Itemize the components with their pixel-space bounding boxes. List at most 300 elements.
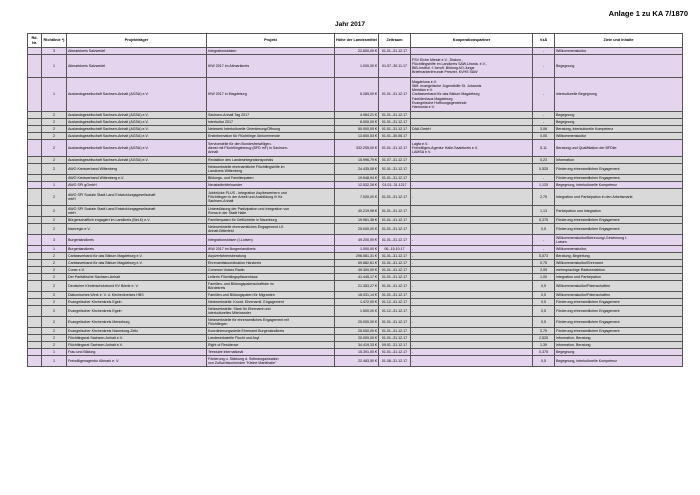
cell-landesmittel: 16.031,14 € — [335, 292, 379, 299]
cell-projekttraeger: Altmarkkreis Salzwedel — [67, 55, 207, 78]
cell-zeitraum: 01.01.-31.12.17 — [379, 235, 411, 246]
table-row — [28, 119, 683, 126]
cell-zeitraum: 01.01.-31.12.17 — [379, 175, 411, 182]
cell-nr — [28, 281, 42, 292]
cell-ziele: Begegnung — [555, 55, 683, 78]
cell-zeitraum: 01.01.-31.12.17 — [379, 260, 411, 267]
cell-vza: 1,00 — [533, 274, 555, 281]
cell-kooperationspartner: DAA GmbH — [411, 126, 533, 133]
table-row — [28, 335, 683, 342]
column-header-richtlinie: Richtlinie *) — [42, 34, 67, 48]
cell-richtlinie: 2 — [42, 274, 67, 281]
cell-ziele: Willkommenskultur/Patenschaften — [555, 281, 683, 292]
cell-landesmittel: 49.300,00 € — [335, 267, 379, 274]
cell-projekttraeger: Evangelischer Kirchenkreis Egeln — [67, 299, 207, 306]
cell-projekttraeger: Frau und Bildung — [67, 349, 207, 356]
annex-reference: Anlage 1 zu KA 7/1870 — [608, 9, 688, 18]
cell-projekt: Netzwerkstelle ehrenamtliches Engagement LK Anhalt-Bitterfeld — [207, 224, 335, 235]
cell-landesmittel: 22.483,50 € — [335, 356, 379, 367]
cell-landesmittel: 49.200,00 € — [335, 235, 379, 246]
cell-vza: 0,375 — [533, 349, 555, 356]
cell-richtlinie: 2 — [42, 133, 67, 140]
table-row — [28, 274, 683, 281]
cell-projekt: Unterstützung der Partizipation und Integration von Roma in der Stadt Halle — [207, 206, 335, 217]
column-header-kooperationspartner: Kooperationspartner — [411, 34, 533, 48]
cell-projekt: Redaktion des Landesintegrationsportals — [207, 157, 335, 164]
cell-landesmittel: 22.800,00 € — [335, 48, 379, 55]
cell-projekt: Teestube international — [207, 349, 335, 356]
cell-kooperationspartner: - — [411, 175, 533, 182]
cell-richtlinie: 2 — [42, 189, 67, 206]
cell-projekt: Leiterin Flüchtlingspflauenhaus — [207, 274, 335, 281]
cell-landesmittel: 7.000,00 € — [335, 189, 379, 206]
column-header-projekttraeger: Projektträger — [67, 34, 207, 48]
cell-landesmittel: 25.000,00 € — [335, 317, 379, 328]
cell-projekttraeger: Caritasverband für das Bistum Magdeburg e.V. — [67, 260, 207, 267]
cell-projekttraeger: Bürgerschaftlich engagiert im Landkreis (BeLK) e.V. — [67, 217, 207, 224]
cell-zeitraum: 01.01.-31.12.17 — [379, 267, 411, 274]
cell-richtlinie: 2 — [42, 317, 67, 328]
cell-vza: 0,375 — [533, 217, 555, 224]
cell-kooperationspartner: - — [411, 356, 533, 367]
cell-projekttraeger: Freiwilligenagentur Altmark e. V. — [67, 356, 207, 367]
column-header-landesmittel: Höhe der Landesmittel — [335, 34, 379, 48]
cell-kooperationspartner: - — [411, 281, 533, 292]
cell-nr — [28, 189, 42, 206]
cell-ziele: Begegnung, interkulturelle Kompetenz — [555, 182, 683, 189]
cell-zeitraum: 01.01.-30.06.17 — [379, 133, 411, 140]
table-row — [28, 235, 683, 246]
cell-zeitraum: 01.01.-31.12.17 — [379, 253, 411, 260]
cell-kooperationspartner: - — [411, 335, 533, 342]
cell-nr — [28, 126, 42, 133]
cell-vza: 0,5 — [533, 356, 555, 367]
cell-projekt: Integrationslotsen — [207, 48, 335, 55]
cell-ziele: Willkommenskultur — [555, 133, 683, 140]
cell-vza: 0,05 — [533, 133, 555, 140]
cell-ziele: Information, Beratung — [555, 342, 683, 349]
cell-projekt: Koordinierungsstelle Ehrenamt Burgenlandkreis — [207, 328, 335, 335]
cell-vza: - — [533, 78, 555, 112]
cell-landesmittel: 13.600,53 € — [335, 133, 379, 140]
cell-nr — [28, 267, 42, 274]
cell-vza: - — [533, 55, 555, 78]
cell-richtlinie: 1 — [42, 356, 67, 367]
table-row — [28, 182, 683, 189]
cell-nr — [28, 235, 42, 246]
cell-vza: 0,5 — [533, 299, 555, 306]
cell-zeitraum: 01.01.-31.12.17 — [379, 48, 411, 55]
cell-landesmittel: 332.255,00 € — [335, 140, 379, 157]
cell-landesmittel: 34.419,33 € — [335, 342, 379, 349]
cell-projekt: Erstinformation für Flüchtlinge /Ankommende — [207, 133, 335, 140]
cell-kooperationspartner: Lagfa e.V. Freiwilligen-Agentur Halle-Saalekreis e.V. LAMSA e.V. — [411, 140, 533, 157]
cell-vza: 0,5 — [533, 317, 555, 328]
cell-landesmittel: 8.000,00 € — [335, 119, 379, 126]
cell-landesmittel: 19.961,36 € — [335, 217, 379, 224]
cell-richtlinie — [42, 175, 67, 182]
cell-projekttraeger: Evangelischer Kirchenkreis Merseburg — [67, 317, 207, 328]
cell-projekttraeger: Altmarkkreis Salzwedel — [67, 48, 207, 55]
cell-projekt: Bildungs- und Familienpaten — [207, 175, 335, 182]
cell-projekttraeger: AWO SPI gGmbH — [67, 182, 207, 189]
cell-zeitraum: 01.01.-31.12.17 — [379, 224, 411, 235]
cell-projekttraeger: Caritasverband für das Bistum Magdeburg e.V. — [67, 253, 207, 260]
cell-nr — [28, 342, 42, 349]
cell-ziele: Förderung ehrenamtlichen Engagement — [555, 164, 683, 175]
cell-kooperationspartner: - — [411, 189, 533, 206]
table-row — [28, 224, 683, 235]
table-row — [28, 55, 683, 78]
cell-richtlinie: 2 — [42, 140, 67, 157]
cell-projekt: Interkultur 2017 — [207, 119, 335, 126]
cell-projekttraeger: Evangelischer Kirchenkreis Egeln — [67, 306, 207, 317]
cell-ziele: Förderung ehrenamtlichen Engagement, — [555, 175, 683, 182]
cell-nr — [28, 119, 42, 126]
cell-nr — [28, 349, 42, 356]
table-row — [28, 253, 683, 260]
cell-ziele: Förderung ehrenamtlichen Engagement — [555, 224, 683, 235]
cell-vza: 3,06 — [533, 126, 555, 133]
cell-kooperationspartner: - — [411, 253, 533, 260]
cell-projekt: Netzwerkstelle für ehrenamtliches Engagement mit Flüchtlingen — [207, 317, 335, 328]
cell-projekt: Netzwerkstelle: Stark für Ehrenamt und interkulturelles Miteinander — [207, 306, 335, 317]
cell-landesmittel: 21.353,27 € — [335, 281, 379, 292]
cell-projekttraeger: Auslandsgesellschaft Sachsen-Anhalt (AGSA) e.V. — [67, 112, 207, 119]
cell-nr — [28, 140, 42, 157]
cell-projekttraeger: Burgenlandkreis — [67, 246, 207, 253]
cell-ziele: Begegnung — [555, 112, 683, 119]
cell-ziele: Beratung, Begleitung — [555, 253, 683, 260]
cell-landesmittel: 296.081,31 € — [335, 253, 379, 260]
cell-projekt: Förderung u. Stärkung d. Selbstorganisation von Zufluchtsuchenden "Kleine Markthalle" — [207, 356, 335, 367]
column-header-nr: Rd. Nr. — [28, 34, 42, 48]
cell-projekttraeger: AWO Kreisverband Wittenberg e.V. — [67, 175, 207, 182]
cell-zeitraum: 01.01.-31.12.17 — [379, 328, 411, 335]
cell-landesmittel: 1.000,00 € — [335, 55, 379, 78]
cell-projekt: Servicestelle für den Bundesfreiwilligen- dienst mit Flüchtlingsbezug (BFD mF) in Sachsen- Anhalt — [207, 140, 335, 157]
cell-kooperationspartner: - — [411, 299, 533, 306]
cell-projekt: IKW 2017 im Altmarkkreis — [207, 55, 335, 78]
cell-projekttraeger: Auslandsgesellschaft Sachsen-Anhalt (AGSA) e.V. — [67, 119, 207, 126]
cell-ziele: Förderung ehrenamtlichen Engagement — [555, 328, 683, 335]
cell-projekt: Common Voices Radio — [207, 267, 335, 274]
cell-nr — [28, 217, 42, 224]
cell-landesmittel: 4.984,21 € — [335, 112, 379, 119]
cell-projekttraeger: AWO SPI Soziale Stadt Land Entwicklungsgesellschaft mbH — [67, 206, 207, 217]
cell-projekt: Integrationslotsen (I-Lotsen) — [207, 235, 335, 246]
cell-projekt: Familien-und Bildungspaten für Migranten — [207, 292, 335, 299]
cell-richtlinie: 2 — [42, 335, 67, 342]
cell-ziele: Förderung ehrenamtlichen Engagement — [555, 299, 683, 306]
cell-projekt: Netzwerkstelle: Koord. Ehrenamtl. Engagement — [207, 299, 335, 306]
cell-landesmittel: 1.500,00 € — [335, 306, 379, 317]
cell-kooperationspartner: - — [411, 342, 533, 349]
cell-zeitraum: 01.01.-31.12.17 — [379, 335, 411, 342]
cell-projekttraeger: Auslandsgesellschaft Sachsen-Anhalt (AGSA) e.V. — [67, 140, 207, 157]
cell-ziele: Integration und Partizipation in den Arbeitsmarkt — [555, 189, 683, 206]
cell-projekttraeger: Flüchtlingsrat Sachsen-Anhalt e.V. — [67, 335, 207, 342]
cell-zeitraum: 01.01.-31.12.17 — [379, 112, 411, 119]
cell-kooperationspartner: - — [411, 157, 533, 164]
cell-vza: 0,75 — [533, 328, 555, 335]
cell-ziele: Förderung ehrenamtlichen Engagement — [555, 317, 683, 328]
cell-kooperationspartner: FSV Eiche Mieste e.V., Diakon., Flüchtlingshilfe im Landkreis SAW,Urania. e.V., BIB-Institut. f. beruft. Bildung AG,Junge Briefmarkenfreunde Pretzier, KVHS SAW — [411, 55, 533, 78]
cell-projekttraeger: Auslandsgesellschaft Sachsen-Anhalt (AGSA) e.V. — [67, 78, 207, 112]
cell-zeitraum: 01.01.-31.12.17 — [379, 140, 411, 157]
cell-richtlinie: 1 — [42, 78, 67, 112]
cell-richtlinie: 1 — [42, 182, 67, 189]
cell-projekt: Landesinfostelle Flucht und Asyl — [207, 335, 335, 342]
cell-ziele: mehrsprachige Radioredaktion — [555, 267, 683, 274]
cell-landesmittel: 41.445,17 € — [335, 274, 379, 281]
cell-zeitraum: 01.01.-31.12.17 — [379, 78, 411, 112]
cell-richtlinie: 2 — [42, 281, 67, 292]
cell-zeitraum: 01.01.-31.12.17 — [379, 189, 411, 206]
cell-landesmittel: 69.682,61 € — [335, 260, 379, 267]
cell-richtlinie: 2 — [42, 224, 67, 235]
cell-nr — [28, 299, 42, 306]
cell-landesmittel: 20.000,00 € — [335, 335, 379, 342]
cell-zeitraum: 01.01.-31.12.17 — [379, 119, 411, 126]
cell-nr — [28, 157, 42, 164]
column-header-projekt: Projekt — [207, 34, 335, 48]
cell-vza: 0,5 — [533, 306, 555, 317]
cell-richtlinie: 2 — [42, 292, 67, 299]
cell-richtlinie: 3 — [42, 48, 67, 55]
cell-vza: 0,5 — [533, 292, 555, 299]
cell-richtlinie: 2 — [42, 306, 67, 317]
cell-nr — [28, 246, 42, 253]
cell-nr — [28, 112, 42, 119]
cell-projekt: Sachsen-Anhalt Tag 2017 — [207, 112, 335, 119]
table-row — [28, 328, 683, 335]
cell-kooperationspartner: - — [411, 267, 533, 274]
cell-kooperationspartner: - — [411, 292, 533, 299]
table-row — [28, 342, 683, 349]
cell-nr — [28, 182, 42, 189]
table-row — [28, 299, 683, 306]
cell-vza: 0,5 — [533, 224, 555, 235]
cell-landesmittel: 15.391,00 € — [335, 349, 379, 356]
cell-landesmittel: 5.285,00 € — [335, 78, 379, 112]
cell-richtlinie: 2 — [42, 342, 67, 349]
cell-ziele: Begegnung — [555, 349, 683, 356]
cell-projekt: Netzwerkstelle ehrenamtliche Flüchtlingshilfe im Landkreis Wittenberg — [207, 164, 335, 175]
cell-zeitraum: 01.01.-31.12.17 — [379, 317, 411, 328]
cell-richtlinie: 1 — [42, 246, 67, 253]
cell-richtlinie: 2 — [42, 126, 67, 133]
cell-vza: 2,05 — [533, 267, 555, 274]
cell-nr — [28, 164, 42, 175]
cell-nr — [28, 335, 42, 342]
cell-ziele: Förderung ehrenamtlichen Engagement — [555, 217, 683, 224]
cell-kooperationspartner: - — [411, 235, 533, 246]
cell-ziele: interkulturelle Begegnung — [555, 78, 683, 112]
cell-ziele: Information — [555, 157, 683, 164]
cell-zeitraum: 01.01.-31.12.17 — [379, 206, 411, 217]
cell-kooperationspartner: - — [411, 246, 533, 253]
cell-projekt: Familien- und Bildungspatenschaftsbe im Bördekreis — [207, 281, 335, 292]
cell-richtlinie: 2 — [42, 328, 67, 335]
cell-landesmittel: 1.472,00 € — [335, 299, 379, 306]
column-header-vza: VzÄ — [533, 34, 555, 48]
cell-vza: 0,525 — [533, 164, 555, 175]
cell-kooperationspartner: - — [411, 206, 533, 217]
cell-kooperationspartner — [411, 48, 533, 55]
table-row — [28, 281, 683, 292]
cell-zeitraum: 01.07.-31.12.17 — [379, 157, 411, 164]
cell-nr — [28, 328, 42, 335]
cell-projekttraeger: Corax e.V. — [67, 267, 207, 274]
cell-kooperationspartner — [411, 119, 533, 126]
cell-zeitraum: 01.07.-30.11.17 — [379, 55, 411, 78]
cell-richtlinie: 2 — [42, 164, 67, 175]
cell-richtlinie: 2 — [42, 206, 67, 217]
cell-landesmittel: 25.000,00 € — [335, 328, 379, 335]
cell-projekttraeger: AWO SPI Soziale Stadt Land Entwicklungsgesellschaft mbH — [67, 189, 207, 206]
cell-nr — [28, 78, 42, 112]
table-row — [28, 189, 683, 206]
cell-projekt: Ehrenamtskoordination Harzkreis — [207, 260, 335, 267]
cell-ziele: Begegnung — [555, 119, 683, 126]
cell-vza: 0,23 — [533, 157, 555, 164]
cell-nr — [28, 356, 42, 367]
cell-kooperationspartner: Magdeluna e.V. Stift. evangelische Jugendhilfe St. Johannis Meridian e.V. Caritasverband für das Bistum Magdeburg Familienhaus Magdeburg Evangelische Hoffnungsgemeinde Harmonia e.V. — [411, 78, 533, 112]
cell-ziele: Information, Beratung — [555, 335, 683, 342]
cell-projekttraeger: Auslandsgesellschaft Sachsen-Anhalt (AGSA) e.V. — [67, 157, 207, 164]
cell-projekt: IKW 2017 in Magdeburg — [207, 78, 335, 112]
cell-nr — [28, 253, 42, 260]
cell-ziele: Willkommenskultur/Patenschaften — [555, 292, 683, 299]
cell-vza: - — [533, 48, 555, 55]
cell-nr — [28, 48, 42, 55]
cell-zeitraum: 01.01.-31.1217 — [379, 182, 411, 189]
cell-landesmittel: 25.000,00 € — [335, 224, 379, 235]
cell-projekt: Familienpaten für Geflüchtete in Naumburg — [207, 217, 335, 224]
cell-richtlinie: 2 — [42, 217, 67, 224]
cell-vza: 2,75 — [533, 189, 555, 206]
cell-nr — [28, 206, 42, 217]
cell-vza: 1,125 — [533, 182, 555, 189]
cell-zeitraum: 01.01.-31.12.17 — [379, 292, 411, 299]
cell-zeitraum: 01.08.-31.12.17 — [379, 356, 411, 367]
cell-ziele: Willkommenskultur, — [555, 246, 683, 253]
cell-kooperationspartner: - — [411, 217, 533, 224]
cell-landesmittel: 24.435,08 € — [335, 164, 379, 175]
cell-richtlinie: 1 — [42, 349, 67, 356]
cell-projekt: Jobbrücke PLUS - Integration Asylbewerbern und Flüchtlingen in der Arbeit und Ausbildung iV für Sachsen-Anhalt — [207, 189, 335, 206]
cell-vza: - — [533, 246, 555, 253]
table-row — [28, 292, 683, 299]
cell-vza: - — [533, 119, 555, 126]
cell-landesmittel: 1.000,00 € — [335, 246, 379, 253]
cell-kooperationspartner: - — [411, 317, 533, 328]
cell-kooperationspartner: - — [411, 349, 533, 356]
table-row — [28, 133, 683, 140]
cell-kooperationspartner: - — [411, 224, 533, 235]
cell-nr — [28, 317, 42, 328]
cell-richtlinie: 2 — [42, 119, 67, 126]
cell-ziele: Willkommenskultur/Betreuung/-Gewinnung I- Lotsen — [555, 235, 683, 246]
cell-ziele: Beratung und Qualifikation der BFDler — [555, 140, 683, 157]
cell-zeitraum: 01.12.-31.12.17 — [379, 299, 411, 306]
table-row — [28, 246, 683, 253]
cell-zeitraum: 01.12.-31.12.17 — [379, 306, 411, 317]
cell-ziele: Willkommenskultur/Ehrenamt — [555, 260, 683, 267]
table-row — [28, 217, 683, 224]
cell-projekttraeger: Evangelischer Kirchenkreis Naumburg-Zeitz — [67, 328, 207, 335]
cell-kooperationspartner: - — [411, 260, 533, 267]
page-title: Jahr 2017 — [335, 21, 365, 28]
cell-vza: - — [533, 112, 555, 119]
cell-zeitraum: 01.01.-31.12.17 — [379, 274, 411, 281]
column-header-zeitraum: Zeitraum — [379, 34, 411, 48]
cell-projekttraeger: Auslandsgesellschaft Sachsen-Anhalt (AGSA) e.V. — [67, 126, 207, 133]
cell-vza: 5,573 — [533, 253, 555, 260]
cell-projekt: Right of Residence — [207, 342, 335, 349]
cell-ziele: Begegnung, interkulturelle Kompetenz — [555, 356, 683, 367]
cell-projekt: Netzwerk Interkulturelle Orientierung/Öffnung — [207, 126, 335, 133]
column-header-ziele: Ziele und Inhalte — [555, 34, 683, 48]
cell-richtlinie: 2 — [42, 299, 67, 306]
cell-richtlinie: 2 — [42, 157, 67, 164]
cell-projekt: IKW 2017 im Burgenlandkreis — [207, 246, 335, 253]
cell-vza: 1,13 — [533, 206, 555, 217]
cell-vza: - — [533, 175, 555, 182]
cell-projekt: Neustadtmitteinander — [207, 182, 335, 189]
cell-projekttraeger: Diakonisches Werk e. V. d. Kirchenkreises HBS — [67, 292, 207, 299]
table-row — [28, 140, 683, 157]
cell-zeitraum: 01.01.-31.12.17 — [379, 349, 411, 356]
cell-zeitraum: 01.01.-31.12.17 — [379, 217, 411, 224]
cell-zeitraum: 01.01.-31.12.17 — [379, 126, 411, 133]
cell-landesmittel: 19.548,94 € — [335, 175, 379, 182]
cell-kooperationspartner — [411, 112, 533, 119]
table-row — [28, 306, 683, 317]
table-row — [28, 48, 683, 55]
cell-richtlinie: 3 — [42, 235, 67, 246]
cell-vza: 2,525 — [533, 335, 555, 342]
cell-zeitraum: 01.01.-31.12.17 — [379, 281, 411, 292]
cell-landesmittel: 15.996,79 € — [335, 157, 379, 164]
funding-table — [27, 33, 683, 367]
cell-vza: 1,39 — [533, 342, 555, 349]
cell-nr — [28, 260, 42, 267]
cell-vza: - — [533, 235, 555, 246]
cell-landesmittel: 40.219,98 € — [335, 206, 379, 217]
cell-richtlinie: 2 — [42, 267, 67, 274]
cell-kooperationspartner: - — [411, 164, 533, 175]
cell-zeitraum: 09.01.-31.12.17 — [379, 342, 411, 349]
cell-nr — [28, 55, 42, 78]
table-row — [28, 175, 683, 182]
cell-projekttraeger: Deutscher Kinderschutzbund KV Börde e. V. — [67, 281, 207, 292]
cell-landesmittel: 12.532,28 € — [335, 182, 379, 189]
cell-ziele: Partizipation und Integration — [555, 206, 683, 217]
table-row — [28, 317, 683, 328]
cell-projekttraeger: Auslandsgesellschaft Sachsen-Anhalt (AGSA) e.V. — [67, 133, 207, 140]
table-row — [28, 206, 683, 217]
cell-nr — [28, 306, 42, 317]
cell-ziele: Förderung ehrenamtlichen Engagement — [555, 306, 683, 317]
table-row — [28, 260, 683, 267]
cell-ziele: Beratung, interkulturelle Kompetenz — [555, 126, 683, 133]
cell-kooperationspartner — [411, 133, 533, 140]
table-row — [28, 349, 683, 356]
cell-landesmittel: 50.000,00 € — [335, 126, 379, 133]
table-row — [28, 126, 683, 133]
